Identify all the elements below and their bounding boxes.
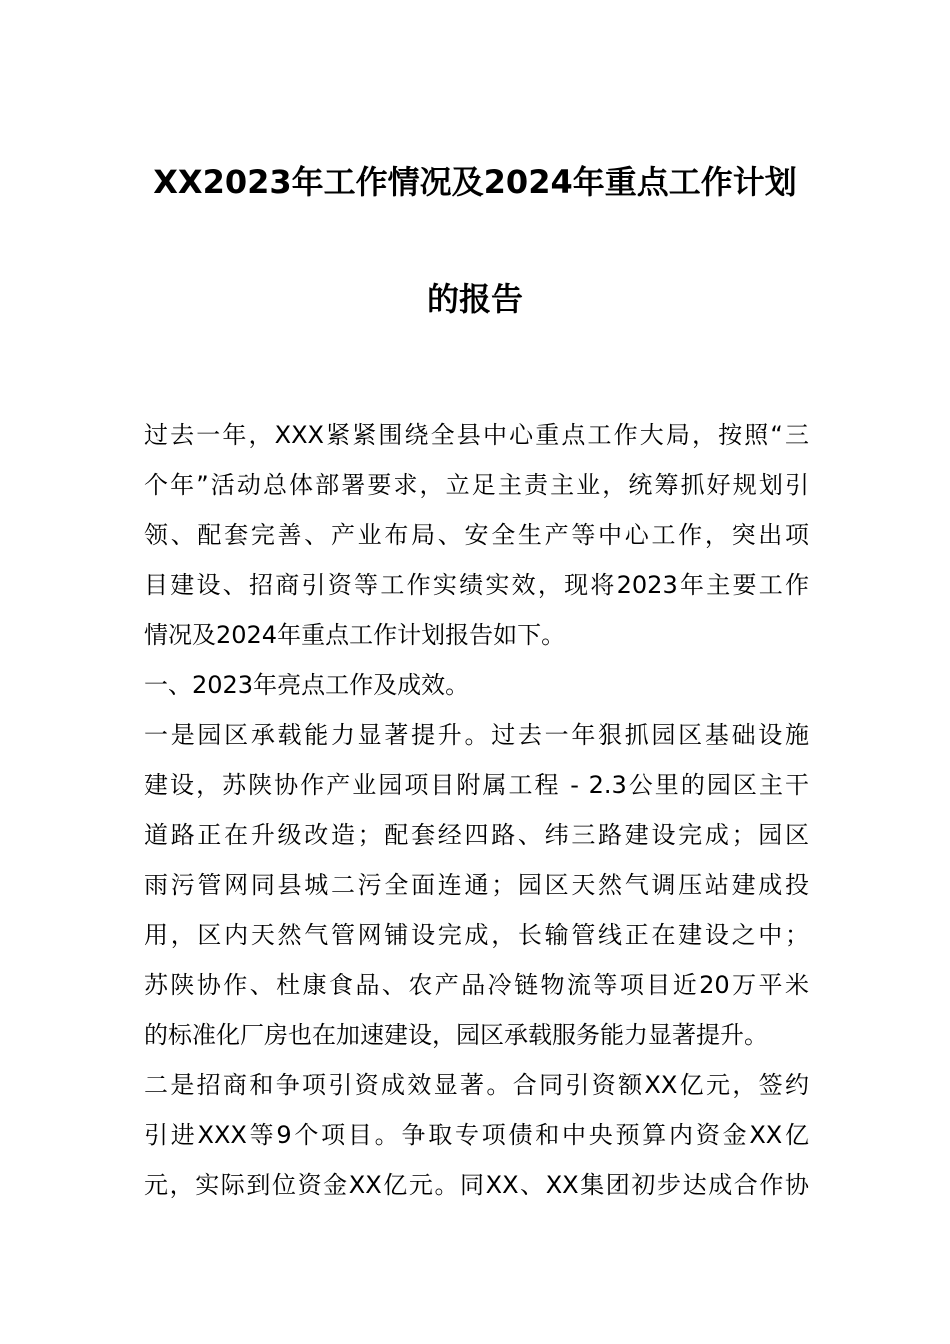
body-line: 建设，苏陕协作产业园项目附属工程 - 2.3公里的园区主干 [144, 771, 809, 799]
body-line: 领、配套完善、产业布局、安全生产等中心工作，突出项 [144, 521, 809, 549]
body-line: 二是招商和争项引资成效显著。合同引资额XX亿元，签约 [144, 1071, 809, 1099]
body-line: 一是园区承载能力显著提升。过去一年狠抓园区基础设施 [144, 721, 809, 749]
body-line: 过去一年，XXX紧紧围绕全县中心重点工作大局，按照“三 [144, 421, 809, 449]
body-line: 引进XXX等9个项目。争取专项债和中央预算内资金XX亿 [144, 1121, 809, 1149]
document-title-line-2: 的报告 [426, 280, 523, 318]
body-line: 目建设、招商引资等工作实绩实效，现将2023年主要工作 [144, 571, 809, 599]
body-line: 苏陕协作、杜康食品、农产品冷链物流等项目近20万平米 [144, 971, 809, 999]
body-line: 用，区内天然气管网铺设完成，长输管线正在建设之中； [144, 921, 809, 949]
body-line: 个年”活动总体部署要求，立足主责主业，统筹抓好规划引 [144, 471, 809, 499]
body-line: 的标准化厂房也在加速建设，园区承载服务能力显著提升。 [144, 1021, 768, 1049]
body-line: 元，实际到位资金XX亿元。同XX、XX集团初步达成合作协 [144, 1171, 809, 1199]
body-line: 道路正在升级改造；配套经四路、纬三路建设完成；园区 [144, 821, 809, 849]
body-line: 情况及2024年重点工作计划报告如下。 [144, 621, 566, 649]
document-body [144, 410, 809, 1210]
section-heading: 一、2023年亮点工作及成效。 [144, 671, 470, 699]
document-title-line-1: XX2023年工作情况及2024年重点工作计划 [153, 163, 797, 201]
body-line: 雨污管网同县城二污全面连通；园区天然气调压站建成投 [144, 871, 809, 899]
